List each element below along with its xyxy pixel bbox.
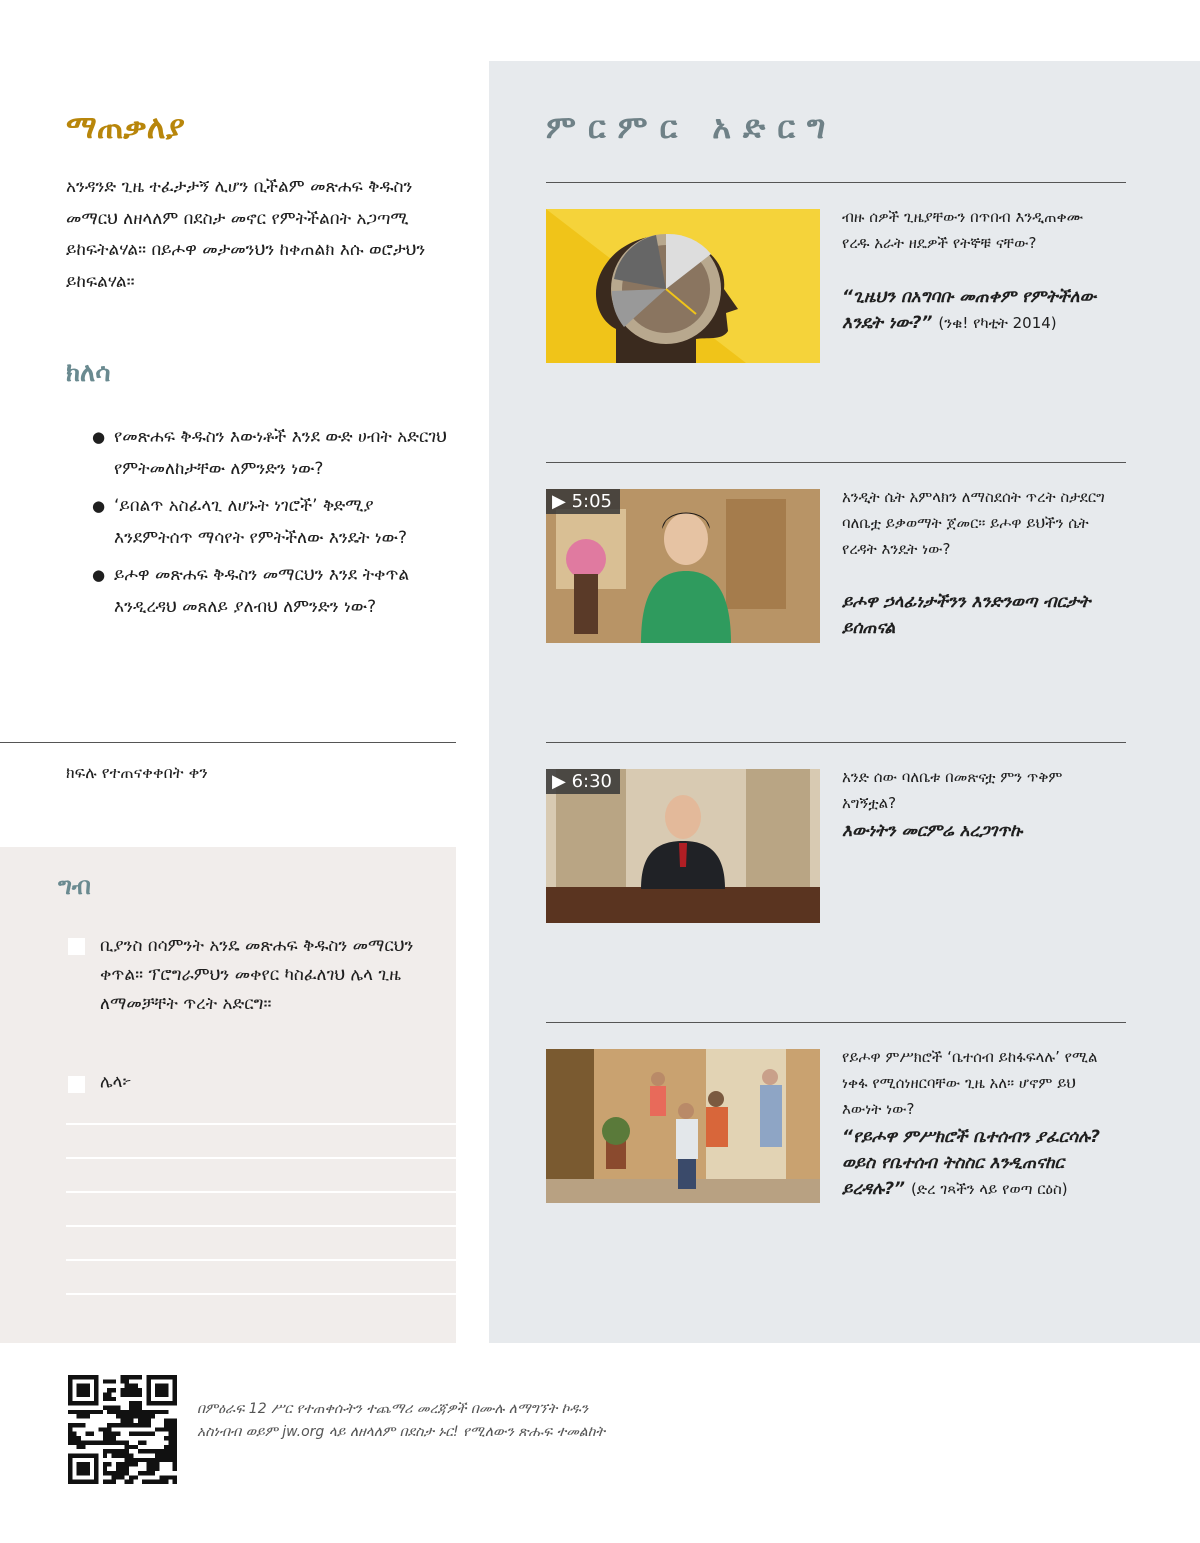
review-item bbox=[92, 491, 452, 554]
summary-title: ማጠቃለያ bbox=[66, 108, 185, 146]
research-question: አንድ ሰው ባለቤቱ በመጽናቷ ምን ጥቅም አግኝቷል? bbox=[842, 768, 1063, 812]
goal-text: ቢያንስ በሳምንት አንዴ መጽሐፍ ቅዱስን መማርህን ቀጥል። ፕሮግራምህን መቀየር ካስፈለገህ ሌላ ጊዜ ለማመቻቸት ጥረት አድርግ። bbox=[100, 936, 414, 1014]
play-icon: ▶ bbox=[552, 491, 572, 512]
divider bbox=[546, 1022, 1126, 1023]
article-title: “ጊዜህን በአግባቡ መጠቀም የምትችለው እንዴት ነው?” bbox=[842, 287, 1096, 333]
research-article-link[interactable]: እውነትን መርምሬ አረጋገጥኩ bbox=[842, 821, 1023, 841]
divider bbox=[546, 462, 1126, 463]
other-label: ሌላ፦ bbox=[100, 1072, 132, 1092]
video-duration-badge bbox=[546, 489, 620, 514]
footer-text: በምዕራፍ 12 ሥር የተጠቀሱትን ተጨማሪ መረጃዎች በሙሉ ለማግኘት ኮዱን አስነብብ ወይም jw.org ላይ ለዘላለም በደስታ ኑር! የሚለውን ጽሑፍ ተመልከት bbox=[197, 1401, 605, 1440]
research-article-link[interactable]: ይሖዋ ኃላፊነታችንን እንድንወጣ ብርታት ይሰጠናል bbox=[842, 592, 1091, 638]
review-item-text: ይሖዋ መጽሐፍ ቅዱስን መማርህን እንደ ትቀጥል እንዲረዳህ መጸለይ ያለብህ ለምንድን ነው? bbox=[114, 565, 410, 617]
writing-line[interactable] bbox=[66, 1293, 456, 1295]
video-duration: 5:05 bbox=[571, 491, 612, 512]
goal-checkbox[interactable] bbox=[68, 938, 85, 955]
review-item-text: የመጽሐፍ ቅዱስን እውነቶች እንደ ውድ ሀብት አድርገህ የምትመለከታቸው ለምንድን ነው? bbox=[114, 427, 447, 479]
bullet-icon: ● bbox=[92, 497, 106, 515]
review-list bbox=[92, 422, 452, 629]
divider bbox=[546, 742, 1126, 743]
research-title: ምርምር አድርግ bbox=[546, 108, 838, 146]
article-source: (ድረ ገጻችን ላይ የወጣ ርዕስ) bbox=[910, 1180, 1068, 1198]
other-checkbox[interactable] bbox=[68, 1076, 85, 1093]
completion-date-label: ክፍሉ የተጠናቀቀበት ቀን bbox=[66, 763, 208, 782]
goal-panel bbox=[0, 847, 456, 1343]
article-source: (ንቁ! የካቲት 2014) bbox=[938, 314, 1057, 332]
qr-code-icon[interactable] bbox=[68, 1375, 177, 1484]
play-icon: ▶ bbox=[552, 771, 572, 792]
review-item bbox=[92, 560, 452, 623]
research-question: አንዲት ሴት አምላክን ለማስደሰት ጥረት ስታደርግ ባለቤቷ ይቃወማት ጀመር። ይሖዋ ይህችን ሴት የረዳት እንዴት ነው? bbox=[842, 488, 1105, 558]
writing-line[interactable] bbox=[66, 1123, 456, 1125]
time-management-image[interactable] bbox=[546, 209, 820, 363]
writing-line[interactable] bbox=[66, 1191, 456, 1193]
review-item bbox=[92, 422, 452, 485]
video-thumbnail[interactable] bbox=[546, 769, 820, 923]
research-question: ብዙ ሰዎች ጊዜያቸውን በጥበብ እንዲጠቀሙ የረዱ አራት ዘዴዎች የትኞቹ ናቸው? bbox=[842, 208, 1084, 252]
goal-title: ግብ bbox=[58, 872, 91, 900]
summary-body: አንዳንድ ጊዜ ተፈታታኝ ሊሆን ቢችልም መጽሐፍ ቅዱስን መማርህ ለዘላለም በደስታ መኖር የምትችልበት አጋጣሚ ይከፍትልሃል። በይሖዋ መታመንህን ከቀጠልክ እሱ ወሮታህን ይከፍልሃል። bbox=[66, 177, 426, 292]
review-item-text: ‘ይበልጥ አስፈላጊ ለሆኑት ነገሮች’ ቅድሚያ እንደምትሰጥ ማሳየት የምትችለው እንዴት ነው? bbox=[114, 496, 408, 548]
bullet-icon: ● bbox=[92, 428, 106, 446]
article-title: “የይሖዋ ምሥክሮች ቤተሰብን ያፈርሳሉ? ወይስ የቤተሰብ ትስስር እንዲጠናከር ይረዳሉ?” bbox=[842, 1127, 1101, 1199]
research-article-link[interactable] bbox=[842, 284, 1127, 336]
divider bbox=[546, 182, 1126, 183]
video-duration-badge bbox=[546, 769, 620, 794]
divider bbox=[0, 742, 456, 743]
family-photo[interactable] bbox=[546, 1049, 820, 1203]
video-thumbnail[interactable] bbox=[546, 489, 820, 643]
writing-line[interactable] bbox=[66, 1225, 456, 1227]
review-title: ክለሳ bbox=[66, 358, 111, 388]
research-article-link[interactable] bbox=[842, 1124, 1127, 1202]
bullet-icon: ● bbox=[92, 566, 106, 584]
research-question: የይሖዋ ምሥክሮች ‘ቤተሰብ ይከፋፍላሉ’ የሚል ነቀፋ የሚሰነዘርባቸው ጊዜ አለ። ሆኖም ይህ እውነት ነው? bbox=[842, 1048, 1098, 1118]
video-duration: 6:30 bbox=[571, 771, 612, 792]
writing-line[interactable] bbox=[66, 1259, 456, 1261]
writing-line[interactable] bbox=[66, 1157, 456, 1159]
